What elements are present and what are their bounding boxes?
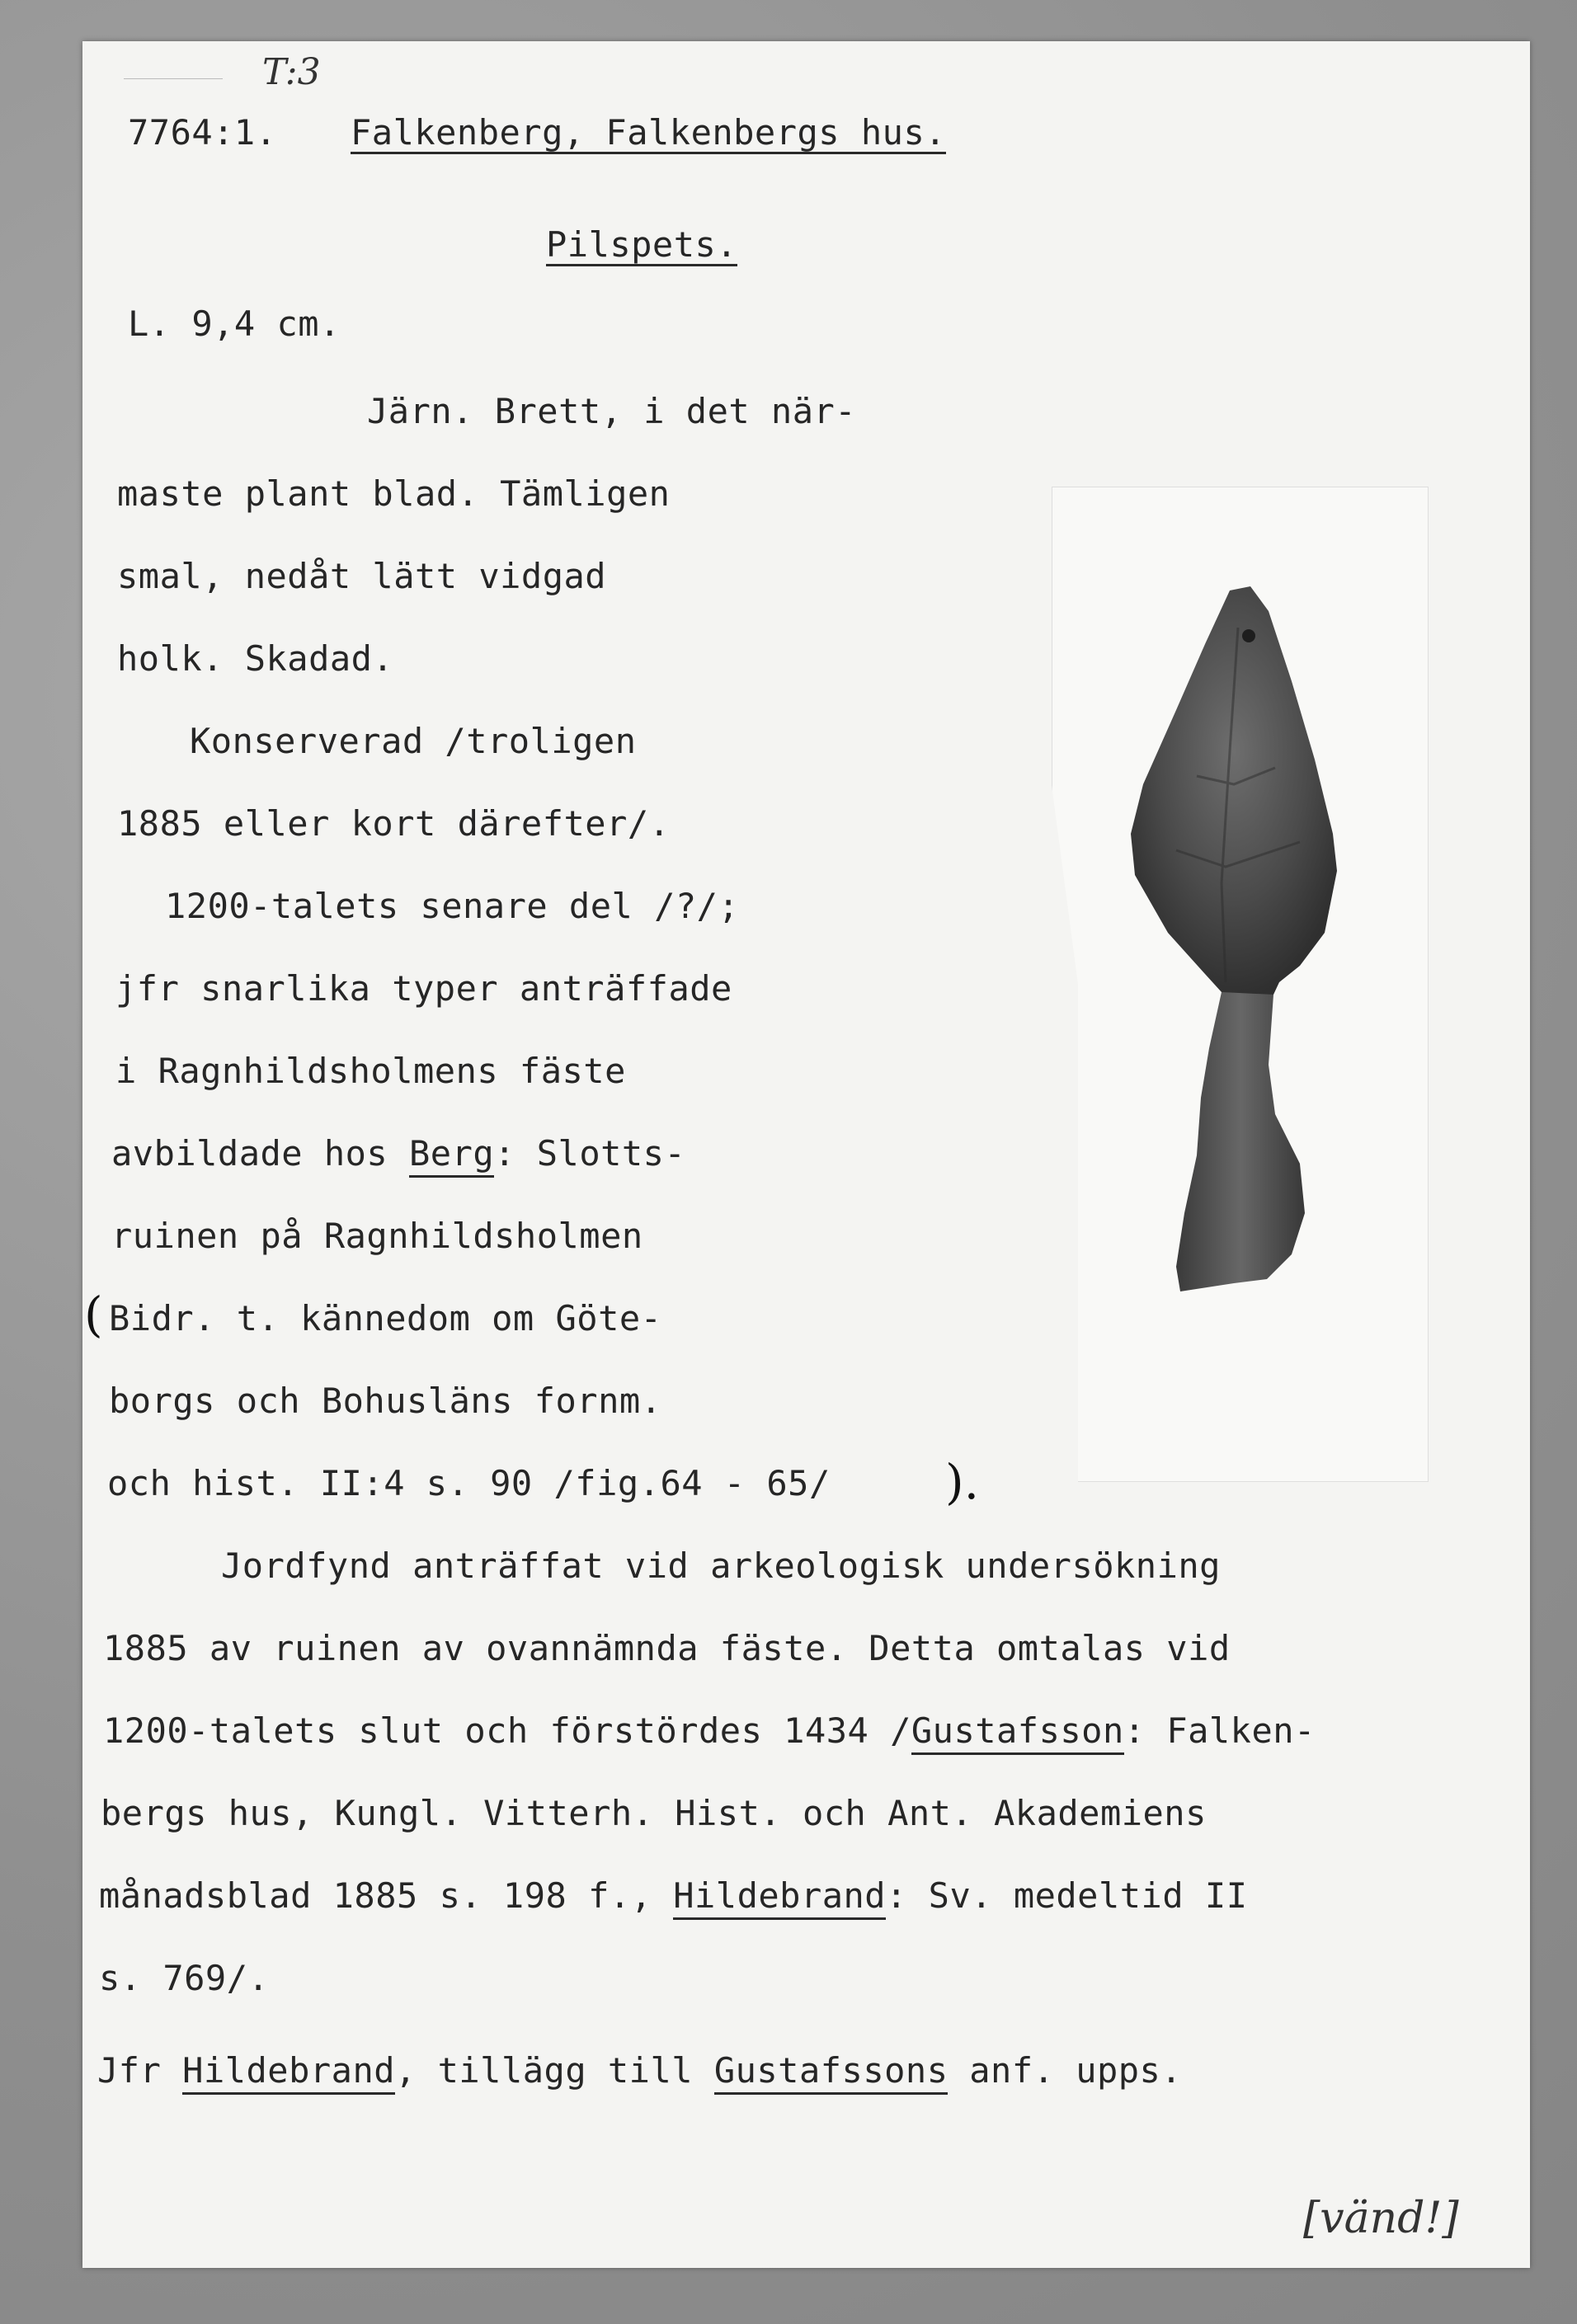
reference-line: och hist. II:4 s. 90 /fig.64 - 65/ [107, 1463, 831, 1503]
description-line: maste plant blad. Tämligen [117, 473, 671, 514]
reference-line-hildebrand: månadsblad 1885 s. 198 f., Hildebrand: Sv. medeltid II [99, 1879, 1247, 1913]
reference-line: borgs och Bohusläns fornm. [109, 1381, 662, 1421]
description-line: Järn. Brett, i det när- [367, 391, 857, 431]
arrowhead-photo [1052, 487, 1429, 1482]
description-line: 1200-talets senare del /?/; [165, 886, 740, 926]
close-parenthesis: ). [945, 1454, 980, 1510]
arrowhead-blade [1131, 586, 1337, 999]
find-line: 1885 av ruinen av ovannämnda fäste. Detta omtalas vid [103, 1628, 1231, 1668]
author-hildebrand: Hildebrand [673, 1875, 886, 1920]
arrowhead-image [1052, 487, 1428, 1481]
compare-line: Jfr Hildebrand, tillägg till Gustafssons anf. upps. [97, 2053, 1182, 2088]
author-hildebrand: Hildebrand [182, 2050, 395, 2095]
description-line: i Ragnhildsholmens fäste [115, 1051, 626, 1091]
open-parenthesis: ( [84, 1287, 103, 1343]
object-length: L. 9,4 cm. [128, 303, 341, 344]
page-reference: s. 769/. [99, 1958, 270, 1998]
handwritten-shelf-mark: T:3 [262, 51, 321, 93]
blade-hole [1242, 629, 1255, 642]
description-line: smal, nedåt lätt vidgad [117, 556, 607, 596]
object-title: Pilspets. [546, 224, 738, 265]
header-rule [124, 78, 223, 79]
reference-line-gustafsson: 1200-talets slut och förstördes 1434 /Gustafsson: Falken- [103, 1714, 1316, 1748]
arrowhead-socket [1176, 992, 1305, 1291]
author-gustafsson: Gustafssons [714, 2050, 949, 2095]
description-line: 1885 eller kort därefter/. [117, 803, 671, 844]
reference-line-berg: avbildade hos Berg: Slotts- [111, 1136, 685, 1171]
reference-line: Bidr. t. kännedom om Göte- [109, 1298, 662, 1338]
description-line: Konserverad /troligen [190, 721, 637, 761]
author-gustafsson: Gustafsson [911, 1710, 1124, 1755]
reference-line: ruinen på Ragnhildsholmen [111, 1216, 643, 1256]
author-berg: Berg [409, 1133, 494, 1178]
description-line: holk. Skadad. [117, 638, 394, 679]
description-line: jfr snarlika typer anträffade [115, 968, 732, 1009]
find-place: Falkenberg, Falkenbergs hus. [351, 112, 947, 153]
reference-line: bergs hus, Kungl. Vitterh. Hist. och Ant. Akademiens [101, 1793, 1207, 1833]
catalog-card [82, 41, 1530, 2268]
catalog-number: 7764:1. [128, 112, 277, 153]
turn-over-note: [vänd!] [1303, 2194, 1459, 2243]
find-line: Jordfynd anträffat vid arkeologisk undersökning [221, 1545, 1221, 1586]
